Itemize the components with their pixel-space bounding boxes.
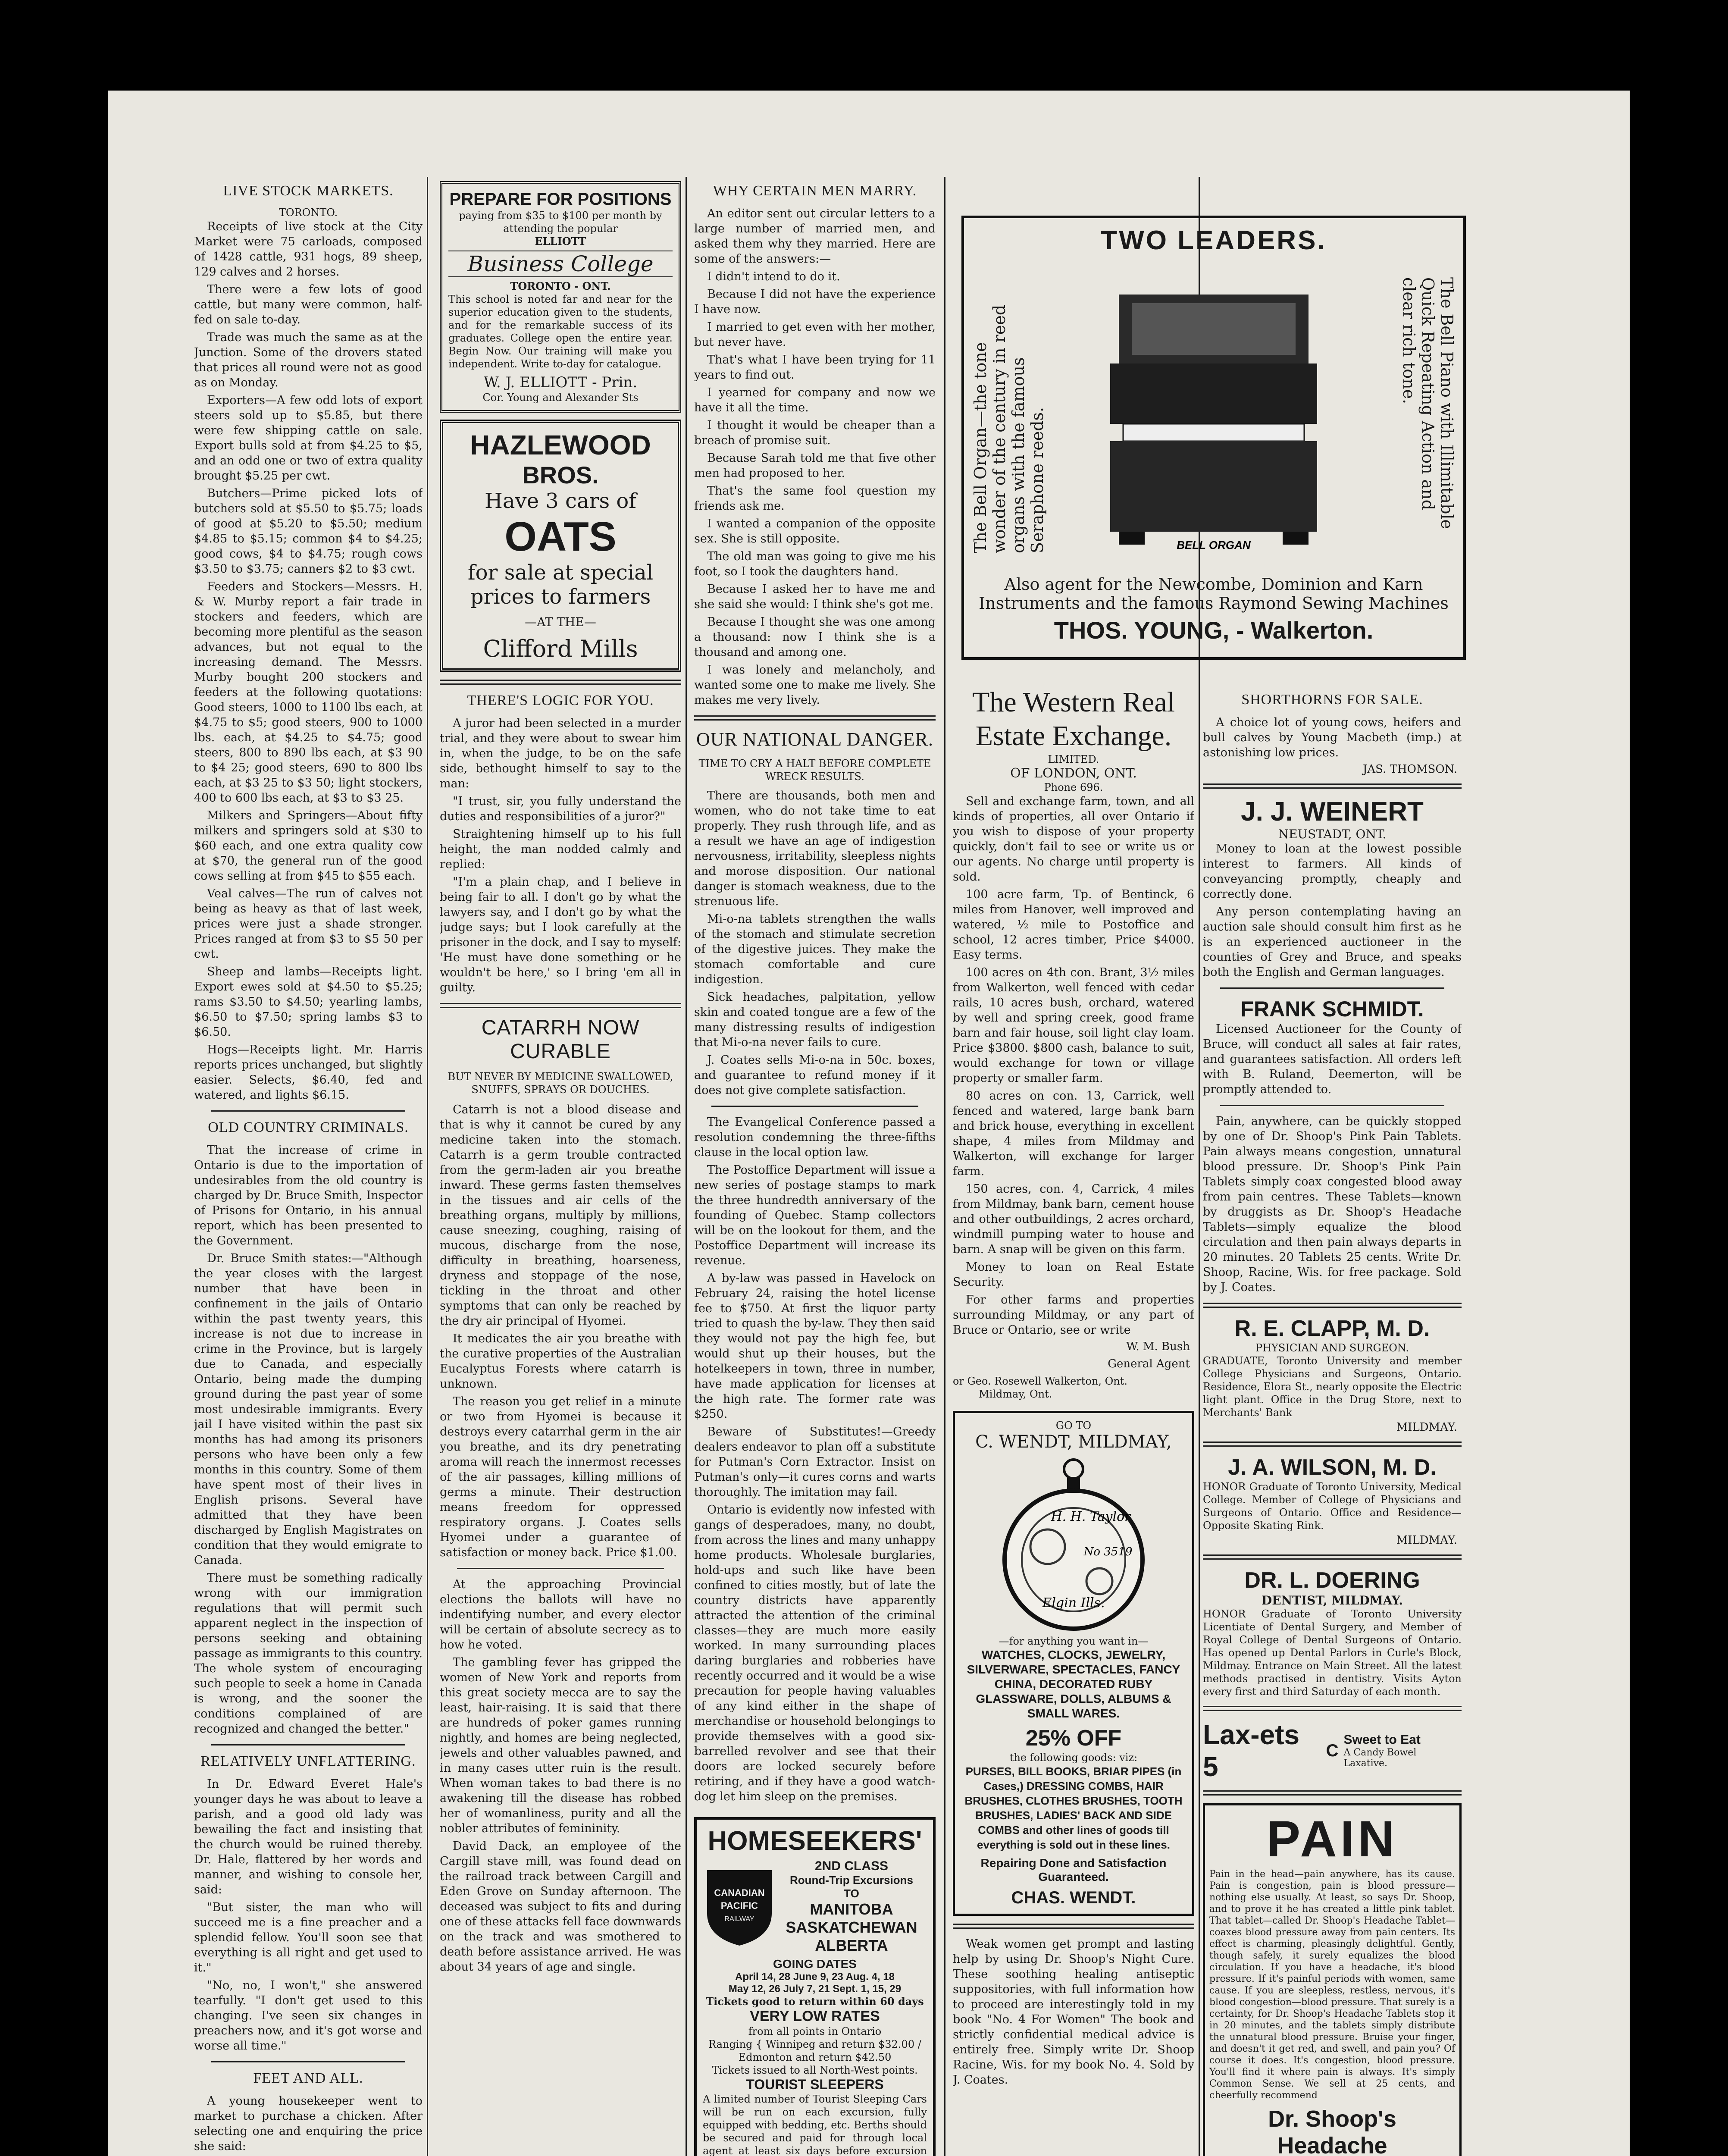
- paragraph: A by-law was passed in Havelock on February 24, raising the hotel license fee to $750. At first the liquor party tried to quash the by-law. They then said they would not pay the high fee, but would shut up their houses, but the hotelkeepers in town, three in number, have made application for licenses at the high rate. The former rate was $250.: [694, 1272, 936, 1421]
- paragraph: Receipts of live stock at the City Market were 75 carloads, composed of 1428 cattle, 931 hogs, 89 sheep, 129 calves and 2 horses.: [194, 220, 423, 279]
- paragraph: Mi-o-na tablets strengthen the walls of the stomach and stimulate secretion of the digestive juices. They make the stomach comfortable and cure indigestion.: [694, 912, 936, 986]
- paragraph: 100 acre farm, Tp. of Bentinck, 6 miles from Hanover, well improved and watered, ½ mile to Postoffice and school, 12 acres timber, Price $4000. Easy terms.: [953, 888, 1194, 962]
- ad-line: prices to farmers: [470, 585, 651, 609]
- ad-line: Round-Trip Excursions: [789, 1874, 914, 1887]
- paragraph: Trade was much the same as at the Junction. Some of the drovers stated that prices all round were not as good as on Monday.: [194, 331, 423, 389]
- laxets-tagline: [1343, 1733, 1462, 1769]
- column-3: [694, 177, 936, 2156]
- ad-principal: W. J. ELLIOTT - Prin.: [483, 374, 638, 391]
- pain-brand: Dr. Shoop's: [1268, 2106, 1396, 2132]
- wilson-place: MILDMAY.: [1396, 1534, 1457, 1547]
- laxets-tag: A Candy Bowel Laxative.: [1343, 1747, 1417, 1769]
- paragraph: Exporters—A few odd lots of export steers sold up to $5.85, but there were few shipping cattle on sale. Export bulls sold at from $4.25 to $5, and an odd one or two of extra quality brought $5.25 per cwt.: [194, 394, 423, 483]
- paragraph: Weak women get prompt and lasting help by using Dr. Shoop's Night Cure. These soothing healing antiseptic suppositories, with full information how to proceed are interestingly told in my book "No. 4 For Women" The book and strictly confidential medical advice is entirely free. Simply write Dr. Shoop Racine, Wis. for my book No. 4. Sold by J. Coates.: [953, 1937, 1194, 2087]
- ad-line: Tickets good to return within 60 days: [706, 1995, 924, 2008]
- paragraph: Feeders and Stockers—Messrs. H. & W. Murby report a fair trade in stockers and feeders, which are becoming more plentiful as the season advances, but not equal to the increasing demand. The Messrs. Murby bought 200 stockers and feeders at the following quotations: Good steers, 1000 to 1100 lbs each, at $4.75 to $5; good steers, 900 to 1000 lbs. each, at $4.25 to $4.75; good steers, 800 to 890 lbs each, at $3 90 to $4 25; good steers, 690 to 800 lbs each, at $3 25 to $3 50; light stockers, 400 to 600 lbs each, at $3 to $3 25.: [194, 580, 423, 805]
- paragraph: Ontario is evidently now infested with gangs of desperadoes, many, no doubt, from across the lines and many unhappy home products. Wholesale burglaries, hold-ups and such like have been confined to cities mostly, but of late the country districts have apparently attracted the attention of the criminal classes—they are much more easily worked. In many surrounding places daring burglaries and robberies have recently occurred and it would be a wise precaution for people having valuables of any kind either in the shape of merchandise or household belongings to provide themselves with a good six-barrelled revolver and see that their doors are locked securely before retiring, and if they have a good watch-dog let him sleep on the premises.: [694, 1503, 936, 1803]
- paragraph: Veal calves—The run of calves not being as heavy as that of last week, prices were just a shade stronger. Prices ranged at from $3 to $5 50 per cwt.: [194, 887, 423, 961]
- bell-organ-ad: [961, 216, 1466, 660]
- paragraph: The old man was going to give me his foot, so I took the daughters hand.: [694, 550, 936, 578]
- paragraph: Straightening himself up to his full height, the man nodded calmly and replied:: [440, 827, 681, 871]
- paragraph: The gambling fever has gripped the women of New York and reports from this great society mecca are to say the least, hair-raising. It is said that there are hundreds of poker games running nightly, and homes are being neglected, jewels and other valuables pawned, and in many cases utter ruin is the result. When woman takes to bad there is no awakening till the disease has robbed her of womanliness, purity and all the nobler attributes of femininity.: [440, 1656, 681, 1835]
- western-limited: LIMITED.: [1048, 753, 1099, 765]
- paragraph: That's the same fool question my friends ask me.: [694, 484, 936, 513]
- column-2: [440, 177, 681, 1977]
- paragraph: I thought it would be cheaper than a breach of promise suit.: [694, 419, 936, 447]
- paragraph: 100 acres on 4th con. Brant, 3½ miles from Walkerton, well fenced with cedar rails, 10 acres bush, orchard, watered by well and spring creek, good frame barn and fair house, soil light clay loam. Price $3800. $800 cash, balance to suit, would exchange for town or village property or smaller farm.: [953, 966, 1194, 1085]
- marry-title: WHY CERTAIN MEN MARRY.: [713, 183, 917, 199]
- paragraph: It medicates the air you breathe with the curative properties of the Australian Eucalyptus Forests where catarrh is unknown.: [440, 1332, 681, 1391]
- column-5: [1203, 686, 1462, 2156]
- organ-label: BELL ORGAN: [1177, 539, 1251, 552]
- ad-line: 25% OFF: [1025, 1726, 1122, 1751]
- ad-list: PURSES, BILL BOOKS, BRIAR PIPES (in Cases,) DRESSING COMBS, HAIR BRUSHES, CLOTHES BRUSHES, TOOTH BRUSHES, LADIES' BACK AND SIDE COMBS and other lines of goods till everything is sold out in these lines.: [964, 1765, 1183, 1851]
- paragraph: A young housekeeper went to market to purchase a chicken. After selecting one and enquiring the price she said:: [194, 2094, 423, 2153]
- divider: [440, 680, 681, 685]
- ad-line: Clifford Mills: [483, 635, 638, 662]
- shield-text: CANADIAN: [714, 1887, 765, 1898]
- clapp-title: PHYSICIAN AND SURGEON.: [1255, 1342, 1409, 1354]
- doering-name: DR. L. DOERING: [1244, 1568, 1420, 1593]
- ad-sign: CHAS. WENDT.: [1011, 1888, 1136, 1907]
- ad-line: ELLIOTT: [535, 235, 586, 248]
- wilson-name: J. A. WILSON, M. D.: [1228, 1455, 1437, 1480]
- ad-line: 2ND CLASS: [814, 1859, 889, 1873]
- wilson-body: HONOR Graduate of Toronto University, Medical College. Member of College of Physicians and Surgeons of Ontario. Office and Residence—Opposite Skating Rink.: [1203, 1481, 1462, 1532]
- divider: [440, 1003, 681, 1008]
- pain-ad: [1203, 1803, 1462, 2156]
- ad-address: Cor. Young and Alexander Sts: [482, 392, 639, 404]
- paragraph: Sick headaches, palpitation, yellow skin and coated tongue are a few of the many distressing results of indigestion that Mi-o-na never fails to cure.: [694, 990, 936, 1049]
- western-agent-title: General Agent: [1108, 1357, 1190, 1370]
- paragraph: I yearned for company and now we have it all the time.: [694, 386, 936, 414]
- divider: [1203, 1554, 1462, 1560]
- paragraph: "But sister, the man who will succeed me is a fine preacher and a splendid fellow. You'll soon see that everything is all right and get used to it.": [194, 1901, 423, 1974]
- paragraph: "No, no, I won't," she answered tearfully. "I don't get used to this changing. I've seen six changes in preachers now, and it's got worse and worse all time.": [194, 1979, 423, 2053]
- divider: [953, 1924, 1194, 1929]
- ad-line: VERY LOW RATES: [750, 2008, 880, 2024]
- divider: [211, 1110, 405, 1112]
- paragraph: Licensed Auctioneer for the County of Bruce, will conduct all sales at fair rates, and guarantees satisfaction. All orders left with B. Ruland, Deemerton, will be promptly attended to.: [1203, 1022, 1462, 1096]
- ad-title: C. WENDT, MILDMAY,: [975, 1432, 1172, 1452]
- paragraph: That's what I have been trying for 11 years to find out.: [694, 353, 936, 382]
- western-agent: W. M. Bush: [1126, 1340, 1190, 1353]
- western-title: Estate Exchange.: [975, 720, 1172, 752]
- column-1: [194, 177, 423, 2156]
- paragraph: Money to loan on Real Estate Security.: [953, 1260, 1194, 1289]
- paragraph: 80 acres on con. 13, Carrick, well fenced and watered, large bank barn and brick house, everything in excellent shape, 4 miles from Mildmay and Walkerton, will exchange for larger farm.: [953, 1089, 1194, 1178]
- pain-brand: Headache: [1277, 2133, 1387, 2156]
- western-or: or Geo. Rosewell Walkerton, Ont.: [953, 1375, 1127, 1387]
- ad-body: This school is noted far and near for the superior education given to the students, and for the remarkable success of its graduates. College open the entire year. Begin Now. Our training will make you independent. Write to-day for catalogue.: [448, 293, 673, 370]
- ad-line: TORONTO - ONT.: [510, 280, 611, 292]
- paragraph: Beware of Substitutes!—Greedy dealers endeavor to plan off a substitute for Putman's Corn Extractor. Insist on Putman's only—it cures corns and warts thoroughly. The imitation may fail.: [694, 1425, 936, 1499]
- organ-text: The Bell Organ—the tone wonder of the century in reed organs with the famous Seraphone reeds.: [971, 304, 1047, 553]
- paragraph: Because Sarah told me that five other men had proposed to her.: [694, 451, 936, 480]
- weinert-place: NEUSTADT, ONT.: [1278, 827, 1387, 841]
- piano-text: The Bell Piano with Illimitable Quick Repeating Action and clear rich tone.: [1399, 277, 1456, 530]
- shorthorns-sign: JAS. THOMSON.: [1362, 763, 1457, 776]
- catarrh-title: CATARRH NOW CURABLE: [481, 1016, 640, 1063]
- paragraph: J. Coates sells Mi-o-na in 50c. boxes, and guarantee to refund money if it does not give complete satisfaction.: [694, 1053, 936, 1097]
- shield-text: PACIFIC: [720, 1900, 758, 1911]
- danger-title: OUR NATIONAL DANGER.: [696, 729, 933, 750]
- ad-line: —for anything you want in—: [999, 1635, 1149, 1647]
- ad-title: TWO LEADERS.: [1101, 226, 1327, 255]
- paragraph: I wanted a companion of the opposite sex. She is still opposite.: [694, 517, 936, 545]
- western-title: The Western Real: [972, 686, 1175, 718]
- ad-line: Ranging { Winnipeg and return $32.00 / Edmonton and return $42.50: [708, 2038, 921, 2063]
- unflattering-title: RELATIVELY UNFLATTERING.: [200, 1753, 416, 1769]
- bell-sign: THOS. YOUNG, - Walkerton.: [1054, 617, 1374, 644]
- divider: [1203, 1442, 1462, 1447]
- paragraph: For other farms and properties surrounding Mildmay, or any part of Bruce or Ontario, see or write: [953, 1293, 1194, 1337]
- pain-title: PAIN: [1266, 1811, 1398, 1868]
- divider: [1220, 987, 1444, 989]
- shorthorns-title: SHORTHORNS FOR SALE.: [1241, 692, 1423, 708]
- paragraph: Catarrh is not a blood disease and that is why it cannot be cured by any medicine taken into the stomach. Catarrh is a germ trouble contracted from the germ-laden air you breathe inward. These germs fasten themselves in the tissues and air cells of the breathing organs, multiply by millions, cause sneezing, coughing, raising of mucous, discharge from the nose, difficulty in breathing, hoarseness, dryness and stoppage of the nose, tickling in the throat and other symptoms that can only be reached by the dry air principal of Hyomei.: [440, 1103, 681, 1328]
- watch-engraving: No 3519: [1083, 1545, 1133, 1558]
- ad-line: MANITOBA: [810, 1900, 893, 1918]
- ad-line: HAZLEWOOD: [470, 429, 651, 461]
- paragraph: I didn't intend to do it.: [707, 270, 840, 283]
- divider: [1203, 783, 1462, 789]
- paragraph: I married to get even with her mother, but never have.: [694, 320, 936, 349]
- ad-list: WATCHES, CLOCKS, JEWELRY, SILVERWARE, SPECTACLES, FANCY CHINA, DECORATED RUBY GLASSWARE, DOLLS, ALBUMS & SMALL WARES.: [967, 1648, 1180, 1720]
- doering-body: HONOR Graduate of Toronto University Licentiate of Dental Surgery, and Member of Royal College of Dental Surgeons of Ontario. Has opened up Dental Parlors in Curle's Block, Mildmay. Entrance on Main Street. All the latest methods practised in dentistry. Visits Ayton every first and third Saturday of each month.: [1203, 1608, 1462, 1698]
- ad-line: OATS: [504, 514, 617, 560]
- ad-line: paying from $35 to $100 per month by attending the popular: [459, 210, 662, 235]
- clapp-name: R. E. CLAPP, M. D.: [1234, 1316, 1430, 1341]
- organ-illustration: [1093, 277, 1334, 553]
- paragraph: There must be something radically wrong with our immigration regulations that will permit such apparent neglect in the inspection of persons seeking and obtaining passage as immigrants to this country. The whole system of encouraging such people to seek a home in Canada is wrong, and the sooner the conditions complained of are recognized and changed the better.": [194, 1571, 423, 1736]
- laxets-tag: Sweet to Eat: [1343, 1733, 1421, 1747]
- paragraph: In Dr. Edward Everet Hale's younger days he was about to leave a parish, and a good old lady was bewailing the fact and insisting that the church would be ruined thereby. Dr. Hale, flattered by her words and manner, and wishing to console her, said:: [194, 1777, 423, 1896]
- livestock-body: [194, 219, 423, 1103]
- bell-agent: Also agent for the Newcombe, Dominion and Karn Instruments and the famous Raymond Sewing Machines: [979, 575, 1449, 613]
- western-city: OF LONDON, ONT.: [1010, 766, 1137, 781]
- schmidt-name: FRANK SCHMIDT.: [1240, 997, 1424, 1021]
- shield-text: RAILWAY: [724, 1915, 754, 1923]
- column-rule: [944, 177, 945, 2156]
- divider: [211, 2061, 405, 2062]
- cpr-dates: April 14, 28 June 9, 23 Aug. 4, 18 May 12, 26 July 7, 21 Sept. 1, 15, 29: [728, 1971, 902, 1995]
- livestock-subtitle: TORONTO.: [279, 207, 338, 219]
- ad-line: Have 3 cars of: [484, 489, 637, 513]
- paragraph: The reason you get relief in a minute or two from Hyomei is because it destroys every catarrhal germ in the air you breathe, and its dry penetrating aroma will reach the innermost recesses of the air passages, killing millions of germs a minute. Their destruction means freedom for oppressed respiratory organs. J. Coates sells Hyomei under a guarantee of satisfaction or money back. Price $1.00.: [440, 1395, 681, 1559]
- divider: [1203, 1706, 1462, 1711]
- paragraph: An editor sent out circular letters to a large number of married men, and asked them why they married. Here are some of the answers:—: [694, 207, 936, 266]
- pain-body: Pain in the head—pain anywhere, has its cause. Pain is congestion, pain is blood pressure—nothing else usually. At least, so says Dr. Shoop, and to prove it he has created a little pink tablet. That tablet—called Dr. Shoop's Headache Tablet—coaxes blood pressure away from pain centers. Its effect is charming, pleasingly delightful. Gently, though safely, it surely equalizes the blood circulation. If you have a headache, it's blood pressure. If it's painful periods with women, same cause. If you are sleepless, restless, nervous, it's blood congestion—blood pressure. That surely is a certainty, for Dr. Shoop's Headache Tablets stop it in 20 minutes, and the tablets simply distribute the unnatural blood pressure. Bruise your finger, and doesn't it get red, and swell, and pain you? Of course it does. It's congestion, blood pressure. You'll find it where pain is always. It's simply Common Sense. We sell at 25 cents, and cheerfully recommend: [1209, 1869, 1455, 2101]
- ad-line: TOURIST SLEEPERS: [746, 2077, 884, 2092]
- paragraph: Sheep and lambs—Receipts light. Export ewes sold at $4.50 to $5.25; rams $3.50 to $4.50; yearling lambs, $6.50 to $7.50; spring lambs $3 to $6.50.: [194, 965, 423, 1039]
- paragraph: Sell and exchange farm, town, and all kinds of properties, all over Ontario if you wish to dispose of your property quickly, don't fail to see or write us or our agents. No charge until property is sold.: [953, 795, 1194, 884]
- laxets-name: Lax-ets 5: [1203, 1719, 1300, 1782]
- wendt-ad: [953, 1411, 1194, 1916]
- ad-line: Repairing Done and Satisfaction Guaranteed.: [980, 1856, 1167, 1883]
- ad-line: BROS.: [522, 461, 599, 489]
- paragraph: The Postoffice Department will issue a new series of postage stamps to mark the three hundredth anniversary of the founding of Quebec. Stamp collectors will be on the lookout for them, and the Postoffice Department will increase its revenue.: [694, 1163, 936, 1267]
- paragraph: At the approaching Provincial elections the ballots will have no indentifying number, and every elector will be certain of absolute secrecy as to how he voted.: [440, 1578, 681, 1651]
- ad-line: SASKATCHEWAN: [786, 1918, 917, 1936]
- western-phone: Phone 696.: [1044, 781, 1103, 793]
- watch-engraving: H. H. Taylor: [1051, 1509, 1131, 1524]
- laxets-ad: [1203, 1719, 1462, 1783]
- ad-body: A limited number of Tourist Sleeping Cars will be run on each excursion, fully equipped with bedding, etc. Berths should be secured and paid for through local agent at least six days before excursion: [703, 2093, 927, 2156]
- paragraph: I was lonely and melancholy, and wanted some one to make me lively. She makes me very lively.: [694, 663, 936, 707]
- paragraph: A juror had been selected in a murder trial, and they were about to swear him in, when the judge, to be on the safe side, bethought himself to say to the man:: [440, 717, 681, 790]
- paragraph: "I trust, sir, you fully understand the duties and responsibilities of a juror?": [440, 795, 681, 823]
- paragraph: A choice lot of young cows, heifers and bull calves by Young Macbeth (imp.) at astonishing low prices.: [1203, 716, 1462, 759]
- ad-line: for sale at special: [467, 561, 654, 585]
- paragraph: Any person contemplating having an auction sale should consult him first as he is an experienced auctioneer in the counties of Grey and Bruce, and speaks both the English and German languages.: [1203, 905, 1462, 979]
- paragraph: 150 acres, con. 4, Carrick, 4 miles from Mildmay, bank barn, cement house and other outbuildings, 2 acres orchard, windmill pumping water to house and barn. A snap will be given on this farm.: [953, 1182, 1194, 1256]
- ad-line: Tickets issued to all North-West points.: [712, 2064, 918, 2076]
- feet-title: FEET AND ALL.: [253, 2070, 363, 2086]
- weinert-name: J. J. WEINERT: [1241, 797, 1424, 827]
- paragraph: Butchers—Prime picked lots of butchers sold at $5.50 to $5.75; loads of good at $5.20 to $5.50; medium $4.85 to $5.15; common $4 to $4.25; good cows, $4 to $4.75; rough cows $3.50 to $3.75; canners $2 to $3 cwt.: [194, 487, 423, 576]
- school-logo: Business College: [448, 251, 673, 277]
- paragraph: Milkers and Springers—About fifty milkers and springers sold at $30 to $60 each, and one extra quality cow at $70, the general run of the good cows selling at from $45 to $55 each.: [194, 809, 423, 883]
- paragraph: Dr. Bruce Smith states:—"Although the year closes with the largest number that have been in confinement in the jails of Ontario within the past twenty years, this increase is not due to increase in crime in the Province, but is largely due to Canada, and especially Ontario, being made the dumping ground during the past year of some most undesirable immigrants. Every jail I have visited within the past six months has had among its prisoners persons who have been only a few months in this country. Some of them have spent most of their lives in English prisons. Several have admitted that they have been discharged by English Magistrates on condition that they would emigrate to Canada.: [194, 1252, 423, 1567]
- bell-ad-body: [971, 256, 1456, 575]
- ad-line: ALBERTA: [815, 1937, 888, 1954]
- cpr-destinations: [776, 1859, 927, 1955]
- criminals-title: OLD COUNTRY CRIMINALS.: [208, 1119, 409, 1135]
- ad-line: —AT THE—: [525, 615, 596, 629]
- divider: [711, 1106, 918, 1107]
- paragraph: The Evangelical Conference passed a resolution condemning the three-fifths clause in the local option law.: [694, 1116, 936, 1159]
- column-rule: [427, 177, 428, 2156]
- column-4: [953, 686, 1194, 2090]
- cpr-header: [703, 1859, 927, 1955]
- laxets-c: C: [1326, 1741, 1339, 1760]
- paragraph: David Dack, an employee of the Cargill stave mill, was found dead on the railroad track between Cargill and Eden Grove on Sunday afternoon. The deceased was subject to fits and during one of these attacks fell face downwards on the track and was smothered to death before assistance arrived. He was about 34 years of age and single.: [440, 1839, 681, 1974]
- doering-title: DENTIST, MILDMAY.: [1261, 1593, 1403, 1608]
- danger-subtitle: TIME TO CRY A HALT BEFORE COMPLETE WRECK RESULTS.: [698, 758, 931, 783]
- cpr-shield-icon: [703, 1866, 776, 1948]
- ad-line: GO TO: [1055, 1420, 1092, 1432]
- hazlewood-ad: [440, 420, 681, 672]
- paragraph: Because I thought she was one among a thousand: now I think she is a thousand and among one.: [694, 615, 936, 659]
- ad-line: TO: [844, 1887, 859, 1900]
- newspaper-page: [108, 91, 1630, 2156]
- ad-line: the following goods: viz:: [1009, 1752, 1138, 1764]
- western-place: Mildmay, Ont.: [979, 1388, 1052, 1400]
- ad-title: HOMESEEKERS': [707, 1826, 922, 1856]
- divider: [1203, 1303, 1462, 1308]
- ad-title: PREPARE FOR POSITIONS: [449, 190, 672, 209]
- paragraph: "I'm a plain chap, and I believe in being fair to all. I don't go by what the lawyers say, and I don't go by what the judge says; but I look carefully at the prisoner in the dock, and I say to myself: 'He must have done something or he wouldn't be here,' so I bring 'em all in guilty.: [440, 875, 681, 994]
- ad-line: GOING DATES: [773, 1957, 857, 1971]
- divider: [457, 1568, 664, 1569]
- paragraph: Pain, anywhere, can be quickly stopped by one of Dr. Shoop's Pink Pain Tablets. Pain always means congestion, unnatural blood pressure. Dr. Shoop's Pink Pain Tablets simply coax congested blood away from pain centres. These Tablets—known by druggists as Dr. Shoop's Headache Tablets—simply equalize the blood circulation and then pain always departs in 20 minutes. 20 Tablets 25 cents. Write Dr. Shoop, Racine, Wis. for free package. Sold by J. Coates.: [1203, 1115, 1462, 1294]
- paragraph: Because I did not have the experience I have now.: [694, 288, 936, 316]
- divider: [694, 715, 936, 721]
- paragraph: Because I asked her to have me and she said she would: I think she's got me.: [694, 583, 936, 611]
- cpr-homeseekers-ad: [694, 1817, 936, 2156]
- paragraph: Hogs—Receipts light. Mr. Harris reports prices unchanged, but slightly easier. Selects, $6.40, fed and watered, and lights $6.15.: [194, 1043, 423, 1102]
- watch-engraving: Elgin Ills.: [1042, 1595, 1105, 1611]
- divider: [1220, 1105, 1444, 1106]
- clapp-body: GRADUATE, Toronto University and member College Physicians and Surgeons, Ontario. Residence, Elora St., nearly opposite the Electric light plant. Office in the Drug Store, next to Merchants' Bank: [1203, 1355, 1462, 1419]
- pocket-watch-icon: [1000, 1452, 1147, 1633]
- paragraph: There are thousands, both men and women, who do not take time to eat properly. They rush through life, and as a result we have an age of indigestion nervousness, irritability, sleepless nights and morose disposition. Our national danger is stomach weakness, due to the strenuous life.: [694, 789, 936, 908]
- ad-line: from all points in Ontario: [748, 2025, 882, 2037]
- catarrh-subtitle: BUT NEVER BY MEDICINE SWALLOWED, SNUFFS, SPRAYS OR DOUCHES.: [448, 1071, 673, 1096]
- column-rule: [686, 177, 687, 2156]
- paragraph: Money to loan at the lowest possible interest to farmers. All kinds of conveyancing promptly, cheaply and correctly done.: [1203, 842, 1462, 901]
- elliott-college-ad: [440, 181, 681, 413]
- paragraph: There were a few lots of good cattle, but many were common, half-fed on sale to-day.: [194, 283, 423, 326]
- livestock-title: LIVE STOCK MARKETS.: [223, 183, 394, 199]
- divider: [1203, 1790, 1462, 1796]
- logic-title: THERE'S LOGIC FOR YOU.: [467, 693, 654, 708]
- paragraph: That the increase of crime in Ontario is due to the importation of undesirables from the old country is charged by Dr. Bruce Smith, Inspector of Prisons for Ontario, in his annual report, which has been presented to the Government.: [194, 1144, 423, 1247]
- divider: [211, 1744, 405, 1745]
- clapp-place: MILDMAY.: [1396, 1421, 1457, 1434]
